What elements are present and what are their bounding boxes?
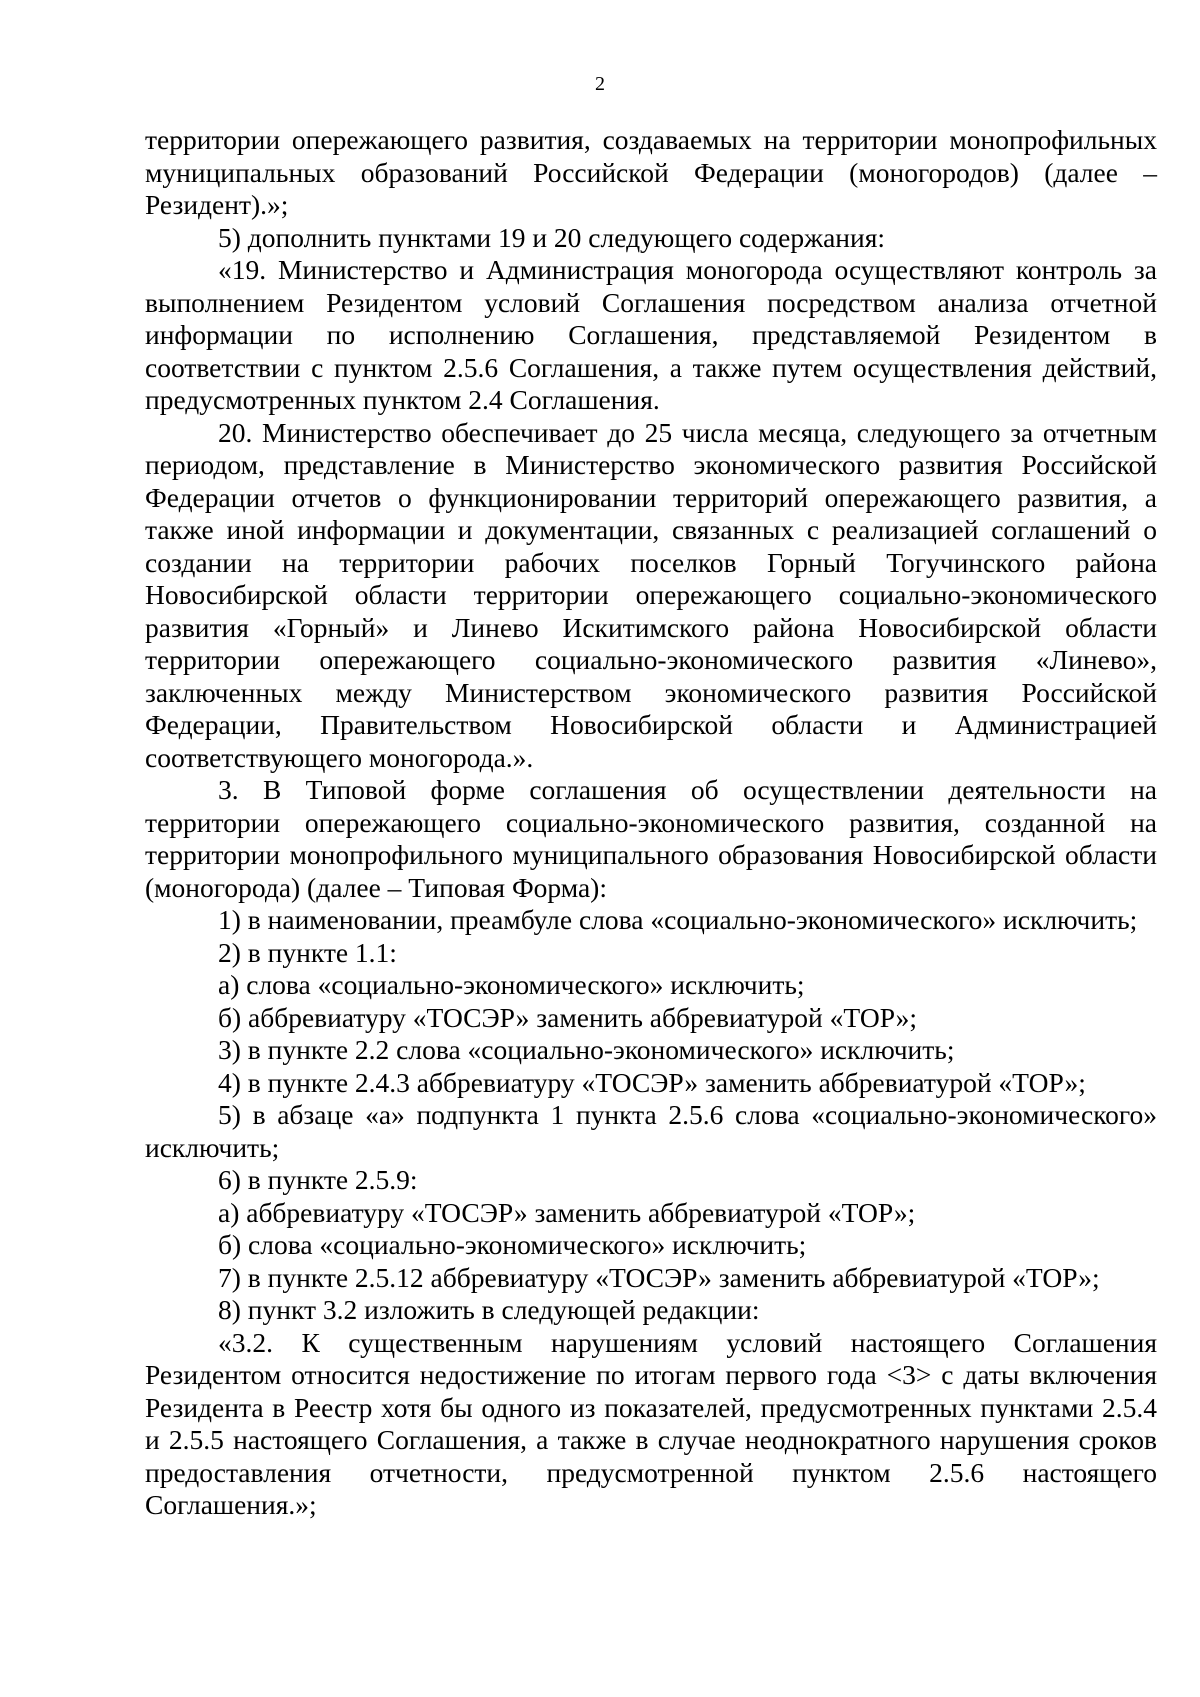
paragraph-continuation: территории опережающего развития, создаваемых на территории монопрофильных муниципальных образований Российской Федерации (моногородов) (далее – Резидент).»; (145, 124, 1157, 220)
paragraph-sub-8: 8) пункт 3.2 изложить в следующей редакции: (218, 1294, 760, 1325)
paragraph-sub-5: 5) в абзаце «а» подпункта 1 пункта 2.5.6 слова «социально-экономического» исключить; (145, 1099, 1157, 1163)
paragraph-point-20: 20. Министерство обеспечивает до 25 числа месяца, следующего за отчетным периодом, представление в Министерство экономического развития Российской Федерации отчетов о функционировании территорий опережающего развития, а также иной информации и документации, связанных с реализацией соглашений о создании на территории рабочих поселков Горный Тогучинского района Новосибирской области территории опережающего социально-экономического развития «Горный» и Линево Искитимского района Новосибирской области территории опережающего социально-экономического развития «Линево», заключенных между Министерством экономического развития Российской Федерации, Правительством Новосибирской области и Администрацией соответствующего моногорода.». (145, 416, 1157, 773)
paragraph-sub-2b: б) аббревиатуру «ТОСЭР» заменить аббревиатурой «ТОР»; (218, 1001, 918, 1033)
document-body (145, 124, 1157, 1522)
paragraph-point-19: «19. Министерство и Администрация моногорода осуществляют контроль за выполнением Резидентом условий Соглашения посредством анализа отчетной информации по исполнению Соглашения, представляемой Резидентом в соответствии с пунктом 2.5.6 Соглашения, а также путем осуществления действий, предусмотренных пунктом 2.4 Соглашения. (145, 254, 1157, 415)
paragraph-sub-3: 3) в пункте 2.2 слова «социально-экономического» исключить; (218, 1034, 955, 1065)
paragraph-sub-2: 2) в пункте 1.1: (218, 936, 397, 968)
paragraph-sub-2a: а) слова «социально-экономического» исключить; (218, 969, 805, 1000)
paragraph-sub-7: 7) в пункте 2.5.12 аббревиатуру «ТОСЭР» заменить аббревиатурой «ТОР»; (218, 1261, 1100, 1293)
paragraph-sub-6: 6) в пункте 2.5.9: (218, 1164, 418, 1195)
paragraph-point-3-2: «3.2. К существенным нарушениям условий настоящего Соглашения Резидентом относится недостижение по итогам первого года <3> с даты включения Резидента в Реестр хотя бы одного из показателей, предусмотренных пунктами 2.5.4 и 2.5.5 настоящего Соглашения, а также в случае неоднократного нарушения сроков предоставления отчетности, предусмотренной пунктом 2.5.6 настоящего Соглашения.»; (145, 1326, 1157, 1520)
paragraph-sub-1: 1) в наименовании, преамбуле слова «социально-экономического» исключить; (218, 904, 1138, 935)
paragraph-sub-6b: б) слова «социально-экономического» исключить; (218, 1229, 807, 1260)
paragraph-sub-4: 4) в пункте 2.4.3 аббревиатуру «ТОСЭР» заменить аббревиатурой «ТОР»; (218, 1066, 1086, 1098)
paragraph-item-5: 5) дополнить пунктами 19 и 20 следующего содержания: (218, 221, 885, 253)
paragraph-section-3: 3. В Типовой форме соглашения об осуществлении деятельности на территории опережающего социально-экономического развития, созданной на территории монопрофильного муниципального образования Новосибирской области (моногорода) (далее – Типовая Форма): (145, 774, 1157, 903)
paragraph-sub-6a: а) аббревиатуру «ТОСЭР» заменить аббревиатурой «ТОР»; (218, 1196, 916, 1228)
page-number: 2 (595, 73, 605, 95)
